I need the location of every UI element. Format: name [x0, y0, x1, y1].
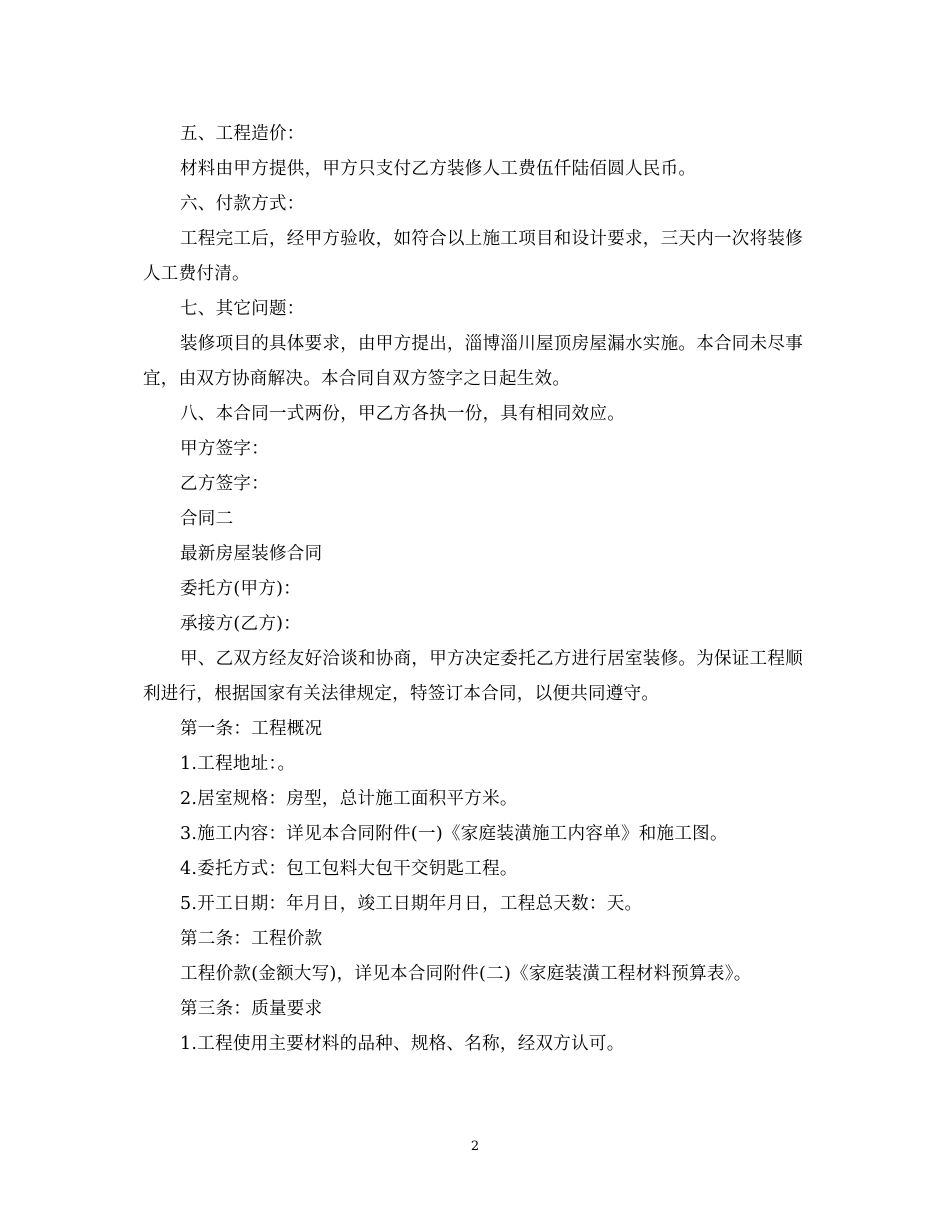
document-body	[143, 117, 808, 1062]
paragraph-payment-terms: 工程完工后，经甲方验收，如符合以上施工项目和设计要求，三天内一次将装修人工费付清。	[143, 229, 803, 284]
section-heading-cost: 五、工程造价：	[180, 124, 305, 144]
party-a-line: 委托方(甲方)：	[180, 579, 302, 599]
section-heading-other: 七、其它问题：	[180, 299, 305, 319]
article-one-item-4: 4.委托方式：包工包料大包干交钥匙工程。	[180, 859, 518, 879]
page-number: 2	[470, 1139, 480, 1154]
article-one-item-5: 5.开工日期：年月日，竣工日期年月日，工程总天数：天。	[180, 894, 643, 914]
paragraph-preamble: 甲、乙双方经友好洽谈和协商，甲方决定委托乙方进行居室装修。为保证工程顺利进行，根据国家有关法律规定，特签订本合同，以便共同遵守。	[143, 649, 803, 704]
signature-party-b: 乙方签字：	[180, 474, 269, 494]
article-one-item-3: 3.施工内容：详见本合同附件(一)《家庭装潢施工内容单》和施工图。	[180, 824, 728, 844]
paragraph-other-terms: 装修项目的具体要求，由甲方提出，淄博淄川屋顶房屋漏水实施。本合同未尽事宜，由双方协商解决。本合同自双方签字之日起生效。	[143, 334, 803, 389]
article-two-heading: 第二条：工程价款	[180, 929, 323, 949]
article-one-item-2: 2.居室规格：房型，总计施工面积平方米。	[180, 789, 518, 809]
paragraph-copies: 八、本合同一式两份，甲乙方各执一份，具有相同效应。	[180, 404, 625, 424]
section-heading-payment: 六、付款方式：	[180, 194, 305, 214]
party-b-line: 承接方(乙方)：	[180, 614, 302, 634]
article-one-heading: 第一条：工程概况	[180, 719, 323, 739]
article-three-heading: 第三条：质量要求	[180, 999, 323, 1019]
signature-party-a: 甲方签字：	[180, 439, 269, 459]
paragraph-cost-terms: 材料由甲方提供，甲方只支付乙方装修人工费伍仟陆佰圆人民币。	[180, 159, 697, 179]
article-three-item-1: 1.工程使用主要材料的品种、规格、名称，经双方认可。	[180, 1034, 625, 1054]
article-one-item-1: 1.工程地址：。	[180, 754, 296, 774]
contract-two-label: 合同二	[180, 509, 234, 529]
contract-title: 最新房屋装修合同	[180, 544, 323, 564]
article-two-text: 工程价款(金额大写)，详见本合同附件(二)《家庭装潢工程材料预算表》。	[180, 964, 752, 984]
